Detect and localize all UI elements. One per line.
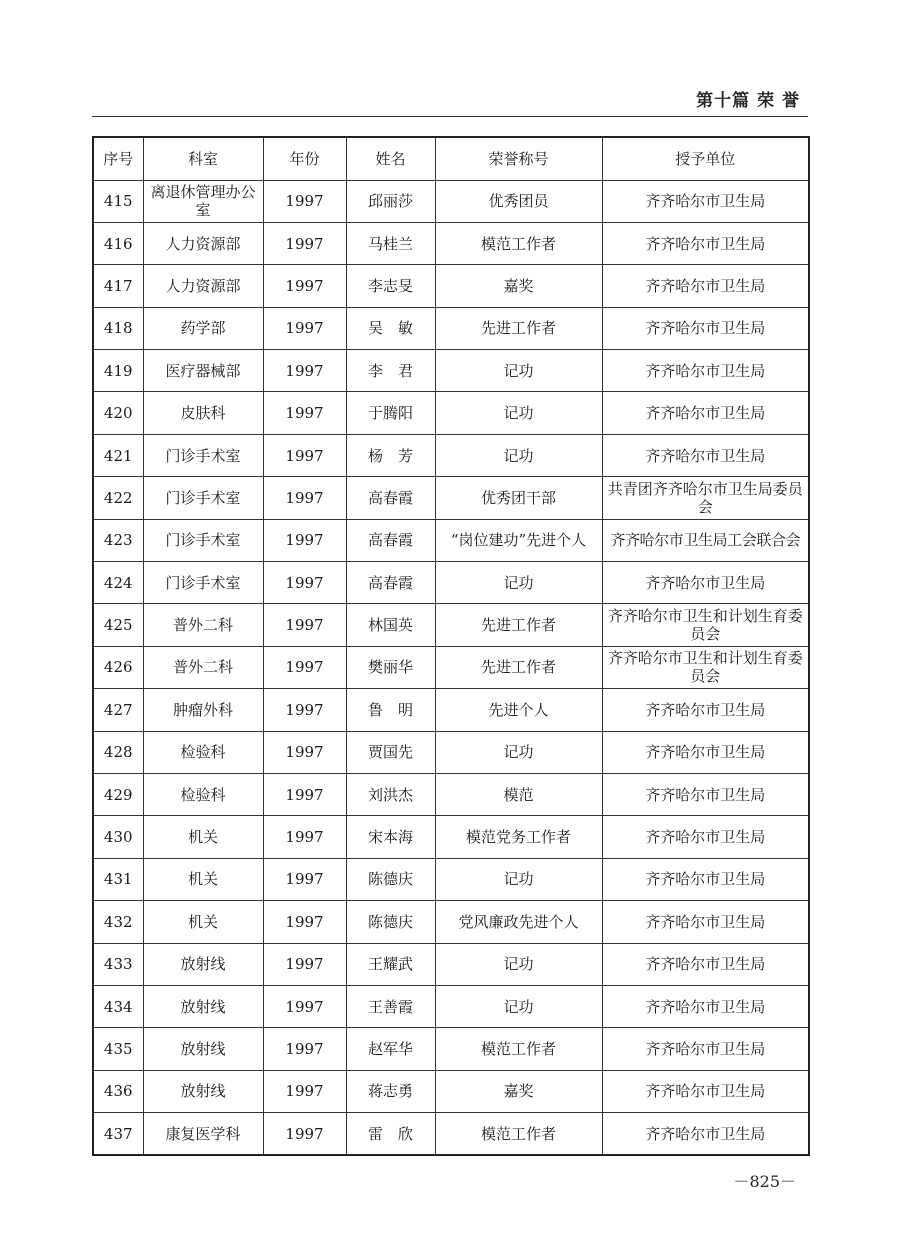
cell-index: 434	[93, 985, 143, 1027]
table-row	[93, 519, 809, 561]
cell-index: 427	[93, 689, 143, 731]
cell-year: 1997	[263, 477, 346, 519]
table-row	[93, 562, 809, 604]
cell-honor-title: 先进工作者	[435, 307, 602, 349]
cell-awarding-unit: 齐齐哈尔市卫生局	[602, 562, 809, 604]
cell-name: 贾国先	[346, 731, 435, 773]
cell-name: 蒋志勇	[346, 1070, 435, 1112]
cell-honor-title: 记功	[435, 731, 602, 773]
cell-awarding-unit: 齐齐哈尔市卫生局	[602, 816, 809, 858]
cell-year: 1997	[263, 1028, 346, 1070]
cell-honor-title: 优秀团员	[435, 180, 602, 222]
cell-year: 1997	[263, 265, 346, 307]
cell-year: 1997	[263, 858, 346, 900]
cell-awarding-unit: 齐齐哈尔市卫生局	[602, 265, 809, 307]
table-body	[93, 180, 809, 1155]
cell-name: 高春霞	[346, 562, 435, 604]
cell-index: 433	[93, 943, 143, 985]
table-row	[93, 1113, 809, 1155]
cell-department: 放射线	[143, 985, 263, 1027]
cell-department: 门诊手术室	[143, 562, 263, 604]
cell-year: 1997	[263, 604, 346, 646]
cell-index: 436	[93, 1070, 143, 1112]
cell-department: 门诊手术室	[143, 477, 263, 519]
cell-department: 康复医学科	[143, 1113, 263, 1155]
column-header-awarding-unit: 授予单位	[602, 137, 809, 180]
table-row	[93, 689, 809, 731]
cell-year: 1997	[263, 350, 346, 392]
cell-awarding-unit: 齐齐哈尔市卫生局	[602, 180, 809, 222]
cell-name: 宋本海	[346, 816, 435, 858]
cell-department: 普外二科	[143, 604, 263, 646]
cell-honor-title: 先进工作者	[435, 604, 602, 646]
cell-name: 赵军华	[346, 1028, 435, 1070]
cell-awarding-unit: 齐齐哈尔市卫生局	[602, 350, 809, 392]
column-header-honor-title: 荣誉称号	[435, 137, 602, 180]
cell-year: 1997	[263, 519, 346, 561]
table-row	[93, 434, 809, 476]
cell-name: 鲁 明	[346, 689, 435, 731]
cell-honor-title: 嘉奖	[435, 1070, 602, 1112]
cell-index: 426	[93, 646, 143, 688]
cell-department: 皮肤科	[143, 392, 263, 434]
cell-index: 416	[93, 222, 143, 264]
cell-honor-title: 记功	[435, 858, 602, 900]
cell-awarding-unit: 齐齐哈尔市卫生局	[602, 731, 809, 773]
cell-index: 420	[93, 392, 143, 434]
cell-department: 门诊手术室	[143, 434, 263, 476]
table-row	[93, 307, 809, 349]
cell-awarding-unit: 齐齐哈尔市卫生局	[602, 689, 809, 731]
cell-index: 432	[93, 901, 143, 943]
cell-awarding-unit: 共青团齐齐哈尔市卫生局委员会	[602, 477, 809, 519]
cell-year: 1997	[263, 307, 346, 349]
running-head-chapter: 第十篇 荣 誉	[696, 91, 800, 111]
cell-department: 机关	[143, 901, 263, 943]
cell-awarding-unit: 齐齐哈尔市卫生局	[602, 943, 809, 985]
cell-awarding-unit: 齐齐哈尔市卫生局	[602, 773, 809, 815]
column-header-department: 科室	[143, 137, 263, 180]
table-row	[93, 604, 809, 646]
cell-year: 1997	[263, 985, 346, 1027]
cell-year: 1997	[263, 392, 346, 434]
cell-department: 人力资源部	[143, 265, 263, 307]
cell-awarding-unit: 齐齐哈尔市卫生局	[602, 1113, 809, 1155]
cell-year: 1997	[263, 562, 346, 604]
cell-awarding-unit: 齐齐哈尔市卫生局	[602, 307, 809, 349]
cell-honor-title: 记功	[435, 434, 602, 476]
cell-awarding-unit: 齐齐哈尔市卫生局工会联合会	[602, 519, 809, 561]
table-row	[93, 1028, 809, 1070]
cell-department: 普外二科	[143, 646, 263, 688]
cell-honor-title: 党风廉政先进个人	[435, 901, 602, 943]
cell-index: 422	[93, 477, 143, 519]
cell-index: 418	[93, 307, 143, 349]
cell-honor-title: 记功	[435, 392, 602, 434]
table-row	[93, 731, 809, 773]
cell-index: 419	[93, 350, 143, 392]
cell-department: 机关	[143, 858, 263, 900]
table-row	[93, 901, 809, 943]
cell-year: 1997	[263, 1070, 346, 1112]
cell-department: 放射线	[143, 1028, 263, 1070]
cell-awarding-unit: 齐齐哈尔市卫生局	[602, 392, 809, 434]
cell-name: 马桂兰	[346, 222, 435, 264]
cell-year: 1997	[263, 901, 346, 943]
cell-awarding-unit: 齐齐哈尔市卫生局	[602, 222, 809, 264]
table-row	[93, 392, 809, 434]
cell-department: 人力资源部	[143, 222, 263, 264]
cell-index: 428	[93, 731, 143, 773]
cell-name: 王善霞	[346, 985, 435, 1027]
table-header-row	[93, 137, 809, 180]
cell-department: 医疗器械部	[143, 350, 263, 392]
cell-honor-title: 模范工作者	[435, 1028, 602, 1070]
cell-name: 雷 欣	[346, 1113, 435, 1155]
cell-year: 1997	[263, 689, 346, 731]
cell-name: 高春霞	[346, 477, 435, 519]
honors-table	[92, 136, 810, 1156]
cell-honor-title: 模范工作者	[435, 1113, 602, 1155]
table-row	[93, 858, 809, 900]
cell-name: 陈德庆	[346, 901, 435, 943]
cell-name: 樊丽华	[346, 646, 435, 688]
cell-year: 1997	[263, 180, 346, 222]
cell-year: 1997	[263, 943, 346, 985]
cell-year: 1997	[263, 646, 346, 688]
cell-index: 423	[93, 519, 143, 561]
cell-name: 刘洪杰	[346, 773, 435, 815]
cell-name: 王耀武	[346, 943, 435, 985]
cell-index: 437	[93, 1113, 143, 1155]
cell-honor-title: 模范党务工作者	[435, 816, 602, 858]
cell-index: 429	[93, 773, 143, 815]
cell-department: 放射线	[143, 943, 263, 985]
cell-name: 李志旻	[346, 265, 435, 307]
cell-department: 药学部	[143, 307, 263, 349]
table-row	[93, 985, 809, 1027]
cell-index: 415	[93, 180, 143, 222]
cell-awarding-unit: 齐齐哈尔市卫生局	[602, 1028, 809, 1070]
cell-year: 1997	[263, 434, 346, 476]
cell-department: 肿瘤外科	[143, 689, 263, 731]
cell-index: 435	[93, 1028, 143, 1070]
cell-name: 吴 敏	[346, 307, 435, 349]
cell-index: 421	[93, 434, 143, 476]
cell-honor-title: 嘉奖	[435, 265, 602, 307]
table-row	[93, 1070, 809, 1112]
cell-honor-title: “岗位建功”先进个人	[435, 519, 602, 561]
cell-honor-title: 记功	[435, 350, 602, 392]
cell-index: 424	[93, 562, 143, 604]
cell-department: 机关	[143, 816, 263, 858]
cell-awarding-unit: 齐齐哈尔市卫生局	[602, 901, 809, 943]
cell-index: 425	[93, 604, 143, 646]
cell-name: 林国英	[346, 604, 435, 646]
cell-honor-title: 模范工作者	[435, 222, 602, 264]
table-row	[93, 222, 809, 264]
cell-index: 417	[93, 265, 143, 307]
table-row	[93, 180, 809, 222]
cell-awarding-unit: 齐齐哈尔市卫生局	[602, 858, 809, 900]
cell-honor-title: 记功	[435, 562, 602, 604]
cell-year: 1997	[263, 222, 346, 264]
cell-awarding-unit: 齐齐哈尔市卫生和计划生育委员会	[602, 604, 809, 646]
cell-year: 1997	[263, 773, 346, 815]
cell-department: 检验科	[143, 773, 263, 815]
cell-year: 1997	[263, 1113, 346, 1155]
table-row	[93, 773, 809, 815]
cell-index: 430	[93, 816, 143, 858]
cell-department: 检验科	[143, 731, 263, 773]
table-row	[93, 646, 809, 688]
cell-honor-title: 先进工作者	[435, 646, 602, 688]
table-row	[93, 816, 809, 858]
cell-awarding-unit: 齐齐哈尔市卫生局	[602, 985, 809, 1027]
cell-year: 1997	[263, 816, 346, 858]
column-header-name: 姓名	[346, 137, 435, 180]
header-rule	[92, 116, 808, 117]
page-number: －825－	[733, 1172, 796, 1191]
cell-honor-title: 先进个人	[435, 689, 602, 731]
cell-department: 门诊手术室	[143, 519, 263, 561]
cell-honor-title: 模范	[435, 773, 602, 815]
cell-honor-title: 优秀团干部	[435, 477, 602, 519]
cell-name: 邱丽莎	[346, 180, 435, 222]
cell-department: 离退休管理办公室	[143, 180, 263, 222]
table-row	[93, 943, 809, 985]
cell-name: 杨 芳	[346, 434, 435, 476]
column-header-index: 序号	[93, 137, 143, 180]
cell-name: 陈德庆	[346, 858, 435, 900]
cell-year: 1997	[263, 731, 346, 773]
cell-name: 李 君	[346, 350, 435, 392]
cell-awarding-unit: 齐齐哈尔市卫生和计划生育委员会	[602, 646, 809, 688]
cell-honor-title: 记功	[435, 943, 602, 985]
column-header-year: 年份	[263, 137, 346, 180]
table-row	[93, 350, 809, 392]
cell-honor-title: 记功	[435, 985, 602, 1027]
cell-name: 高春霞	[346, 519, 435, 561]
cell-awarding-unit: 齐齐哈尔市卫生局	[602, 434, 809, 476]
cell-department: 放射线	[143, 1070, 263, 1112]
cell-name: 于腾阳	[346, 392, 435, 434]
cell-index: 431	[93, 858, 143, 900]
table-row	[93, 265, 809, 307]
table-row	[93, 477, 809, 519]
cell-awarding-unit: 齐齐哈尔市卫生局	[602, 1070, 809, 1112]
